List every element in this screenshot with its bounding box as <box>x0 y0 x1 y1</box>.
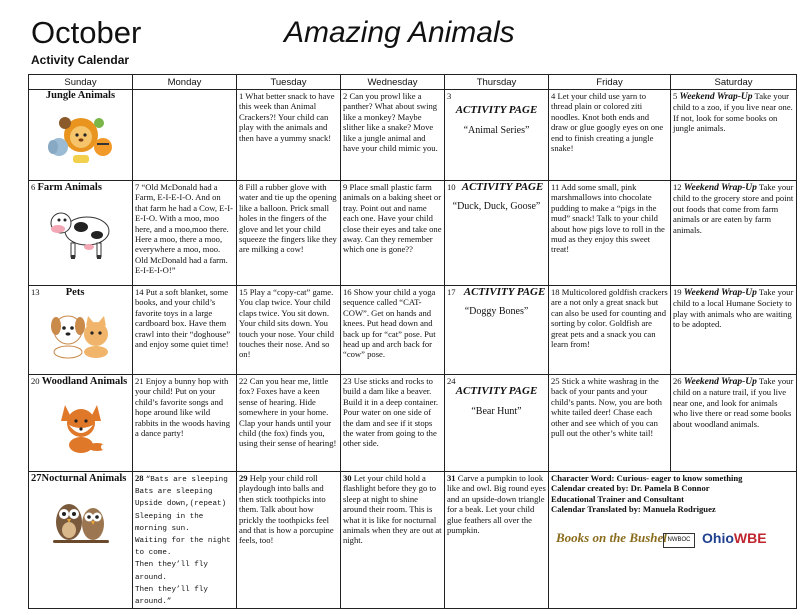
day-number: 20 <box>31 376 40 386</box>
weekday-header <box>29 75 797 90</box>
day-number: 17 <box>447 287 456 297</box>
fox-illustration <box>51 395 111 455</box>
category-cell-farm <box>29 181 133 286</box>
day-text: 4 Let your child use yarn to thread plain or colored ziti noodles. Knot both ends and draw or glue googly eyes on one end to finish creating a jungle snake! <box>551 91 664 154</box>
day-text: 16 Show your child a yoga sequence called “CAT-COW”. Get on hands and knees. Put head down and back up for “cat” pose. Put head up and arch back for “cow” pose. <box>343 287 436 360</box>
activity-page-title: “Bear Hunt” <box>471 405 522 417</box>
song-line: Upside down,(repeat) <box>135 500 227 509</box>
day-text: Take your child to the grocery store and point out foods that come from farm animals or are eaten by farm animals. <box>673 182 794 235</box>
day-number: 5 <box>673 91 678 101</box>
day-text: 22 Can you hear me, little fox? Foxes have a keen sense of hearing. Hide somewhere in your home. Clap your hands until your child (the fox) finds you, using their sense of hearing! <box>239 376 337 449</box>
day-cell-11 <box>549 181 671 286</box>
puppy-kitten-illustration <box>44 306 118 360</box>
day-text: 25 Stick a white washrag in the back of your pants and your child’s pants. Now, you are both white tailed deer! Chase each other and see which of you can pull out the other’s white tail! <box>551 376 662 439</box>
week-row-2 <box>29 181 797 286</box>
day-text: 2 Can you prowl like a panther? What about swing like a monkey? Maybe slither like a snake? Move like a jungle animal and have your child mimic you. <box>343 91 438 154</box>
activity-page-title: “Duck, Duck, Goose” <box>452 201 541 213</box>
day-cell-10 <box>445 181 549 286</box>
day-number: 29 <box>239 473 248 483</box>
calendar-subtitle: Activity Calendar <box>31 53 130 67</box>
day-header-tuesday: Tuesday <box>237 75 341 90</box>
day-text: 11 Add some small, pink marshmallows into chocolate pudding to make a “pigs in the mud” snack! Talk to your child about how pigs love to roll in the mud as they enjoy this sweet treat! <box>551 182 665 255</box>
ohio-wbe-logo-wbe: WBE <box>733 530 767 546</box>
day-text: Take your child to a zoo, if you live near one. If not, look for some books on jungle animals. <box>673 91 793 134</box>
category-cell-woodland <box>29 375 133 472</box>
day-cell-28 <box>133 472 237 609</box>
day-cell-5 <box>671 90 797 181</box>
day-cell-7 <box>133 181 237 286</box>
song-line: “Bats are sleeping <box>145 476 228 484</box>
day-cell-14 <box>133 286 237 375</box>
category-label: Jungle Animals <box>45 90 116 101</box>
day-cell-26 <box>671 375 797 472</box>
day-cell-25 <box>549 375 671 472</box>
day-text: 14 Put a soft blanket, some books, and your child’s favorite toys in a large cardboard box. Have them crawl into their “doghouse” and enjoy some quiet time! <box>135 287 231 350</box>
song-line: Sleeping in the morning sun. <box>135 512 204 533</box>
category-cell-jungle <box>29 90 133 181</box>
day-cell-12 <box>671 181 797 286</box>
week-row-4 <box>29 375 797 472</box>
day-number: 24 <box>447 376 456 386</box>
sponsor-logos <box>556 530 790 550</box>
ohio-wbe-logo-ohio: Ohio <box>702 530 734 546</box>
song-line: Waiting for the night to come. <box>135 537 231 558</box>
activity-page-title: “Animal Series” <box>463 124 530 136</box>
category-cell-nocturnal <box>29 472 133 609</box>
category-label: Pets <box>65 287 85 298</box>
activity-page-heading: ACTIVITY PAGE <box>455 104 538 117</box>
cow-illustration <box>45 201 117 263</box>
song-line: Then they’ll fly around.” <box>135 585 208 607</box>
day-cell-2 <box>341 90 445 181</box>
day-number: 6 <box>31 182 36 192</box>
day-cell-16 <box>341 286 445 375</box>
day-cell-3 <box>445 90 549 181</box>
day-cell-24 <box>445 375 549 472</box>
ohio-wbe-logo <box>702 530 767 546</box>
category-label: Nocturnal Animals <box>41 473 127 484</box>
theme-title: Amazing Animals <box>284 16 515 49</box>
day-text: 18 Multicolored goldfish crackers are a not only a great snack but can also be used for counting and sorting by color. Goldfish are great pets and a snack you can learn from! <box>551 287 668 350</box>
day-number: 27 <box>31 473 42 484</box>
day-text: 15 Play a “copy-cat” game. You clap twice. Your child claps twice. You sit down. Your child sits down. You touch your nose. Your child touches their nose. And so on! <box>239 287 335 360</box>
day-number: 28 <box>135 473 144 483</box>
day-header-sunday: Sunday <box>29 75 133 90</box>
category-label: Woodland Animals <box>41 376 128 387</box>
category-cell-pets <box>29 286 133 375</box>
day-number: 12 <box>673 182 682 192</box>
month-title: October <box>31 15 142 50</box>
day-text: Carve a pumpkin to look like and owl. Big round eyes and an upside-down triangle for a beak. Let your child glue feathers all over the pumpkin. <box>447 473 546 536</box>
week-row-3 <box>29 286 797 375</box>
week-row-1 <box>29 90 797 181</box>
day-text: Let your child hold a flashlight before they go to sleep at night to shine around their room. This is what it is like for nocturnal animals when they are out at night. <box>343 473 442 546</box>
activity-page-heading: ACTIVITY PAGE <box>461 181 544 193</box>
day-header-wednesday: Wednesday <box>341 75 445 90</box>
owls-illustration <box>49 492 113 546</box>
day-header-friday: Friday <box>549 75 671 90</box>
day-number: 10 <box>447 182 456 192</box>
day-cell-empty <box>133 90 237 181</box>
day-header-monday: Monday <box>133 75 237 90</box>
day-cell-8 <box>237 181 341 286</box>
weekend-wrapup-heading: Weekend Wrap-Up <box>683 183 757 193</box>
category-label: Farm Animals <box>37 182 102 193</box>
day-text: 7 “Old McDonald had a Farm, E-I-E-I-O. And on that farm he had a Cow, E-I-E-I-O. With a moo, moo here, and a moo,moo there. Here a moo, there a moo, everywhere a moo, moo. Old McDonald had a farm. E-I-E-I-O!” <box>135 182 233 276</box>
day-cell-21 <box>133 375 237 472</box>
day-cell-22 <box>237 375 341 472</box>
day-header-saturday: Saturday <box>671 75 797 90</box>
day-text: 21 Enjoy a bunny hop with your child! Put on your child’s favorite songs and hope around like wild rabbits in the woods having a dance party! <box>135 376 230 439</box>
day-cell-29 <box>237 472 341 609</box>
day-text: 8 Fill a rubber glove with water and tie up the opening like a balloon. Prick small holes in the fingers of the glove and let your child squeeze the fingers like they are milking a cow! <box>239 182 337 255</box>
weekend-wrapup-heading: Weekend Wrap-Up <box>683 288 757 298</box>
day-cell-17 <box>445 286 549 375</box>
jungle-animals-illustration <box>45 109 117 165</box>
day-cell-18 <box>549 286 671 375</box>
nwboc-logo: NWBOC <box>663 533 695 548</box>
books-on-the-bushel-logo: Books on the Bushel <box>556 530 667 545</box>
day-number: 31 <box>447 473 456 483</box>
day-text: Take your child to a local Humane Society to play with animals who are waiting to be adopted. <box>673 287 794 330</box>
day-cell-1 <box>237 90 341 181</box>
day-text: Take your child on a nature trail, if you live near one, and look for animals who live there or read some books about woodland animals. <box>673 376 794 429</box>
day-text: 9 Place small plastic farm animals on a baking sheet or tray. Point out and name each one. Have your child close their eyes and take one away. Can they remember which one is gone?? <box>343 182 442 255</box>
day-cell-15 <box>237 286 341 375</box>
activity-page-title: “Doggy Bones” <box>464 306 529 318</box>
song-line: Bats are sleeping <box>135 488 213 497</box>
day-header-thursday: Thursday <box>445 75 549 90</box>
character-word: Character Word: Curious- eager to know something <box>551 473 743 483</box>
translated-by: Calendar Translated by: Manuela Rodriguez <box>551 504 716 515</box>
day-number: 26 <box>673 376 682 386</box>
day-cell-31 <box>445 472 549 609</box>
weekend-wrapup-heading: Weekend Wrap-Up <box>679 92 753 102</box>
day-text: Help your child roll playdough into balls and then stick toothpicks into them. Talk about how prickly the toothpicks feel and that is how a porcupine feels, too! <box>239 473 334 546</box>
day-number: 19 <box>673 287 682 297</box>
day-cell-9 <box>341 181 445 286</box>
calendar-grid <box>28 74 797 609</box>
day-number: 3 <box>447 91 452 101</box>
creator-role: Educational Trainer and Consultant <box>551 493 684 504</box>
created-by: Calendar created by: Dr. Pamela B Connor <box>551 483 710 494</box>
day-cell-30 <box>341 472 445 609</box>
day-cell-23 <box>341 375 445 472</box>
day-cell-4 <box>549 90 671 181</box>
day-text: 1 What better snack to have this week than Animal Crackers?! Your child can play with the animals and then have a yummy snack! <box>239 91 335 143</box>
activity-page-heading: ACTIVITY PAGE <box>455 385 538 398</box>
day-text: 23 Use sticks and rocks to build a dam like a beaver. Build it in a deep container. Pour water on one side of the dam and see if it stops the water from going to the other side. <box>343 376 438 449</box>
day-number: 30 <box>343 473 352 483</box>
activity-page-heading: ACTIVITY PAGE <box>463 286 546 298</box>
song-line: Then they’ll fly around. <box>135 561 208 582</box>
day-number: 13 <box>31 287 40 297</box>
weekend-wrapup-heading: Weekend Wrap-Up <box>683 377 757 387</box>
day-cell-19 <box>671 286 797 375</box>
